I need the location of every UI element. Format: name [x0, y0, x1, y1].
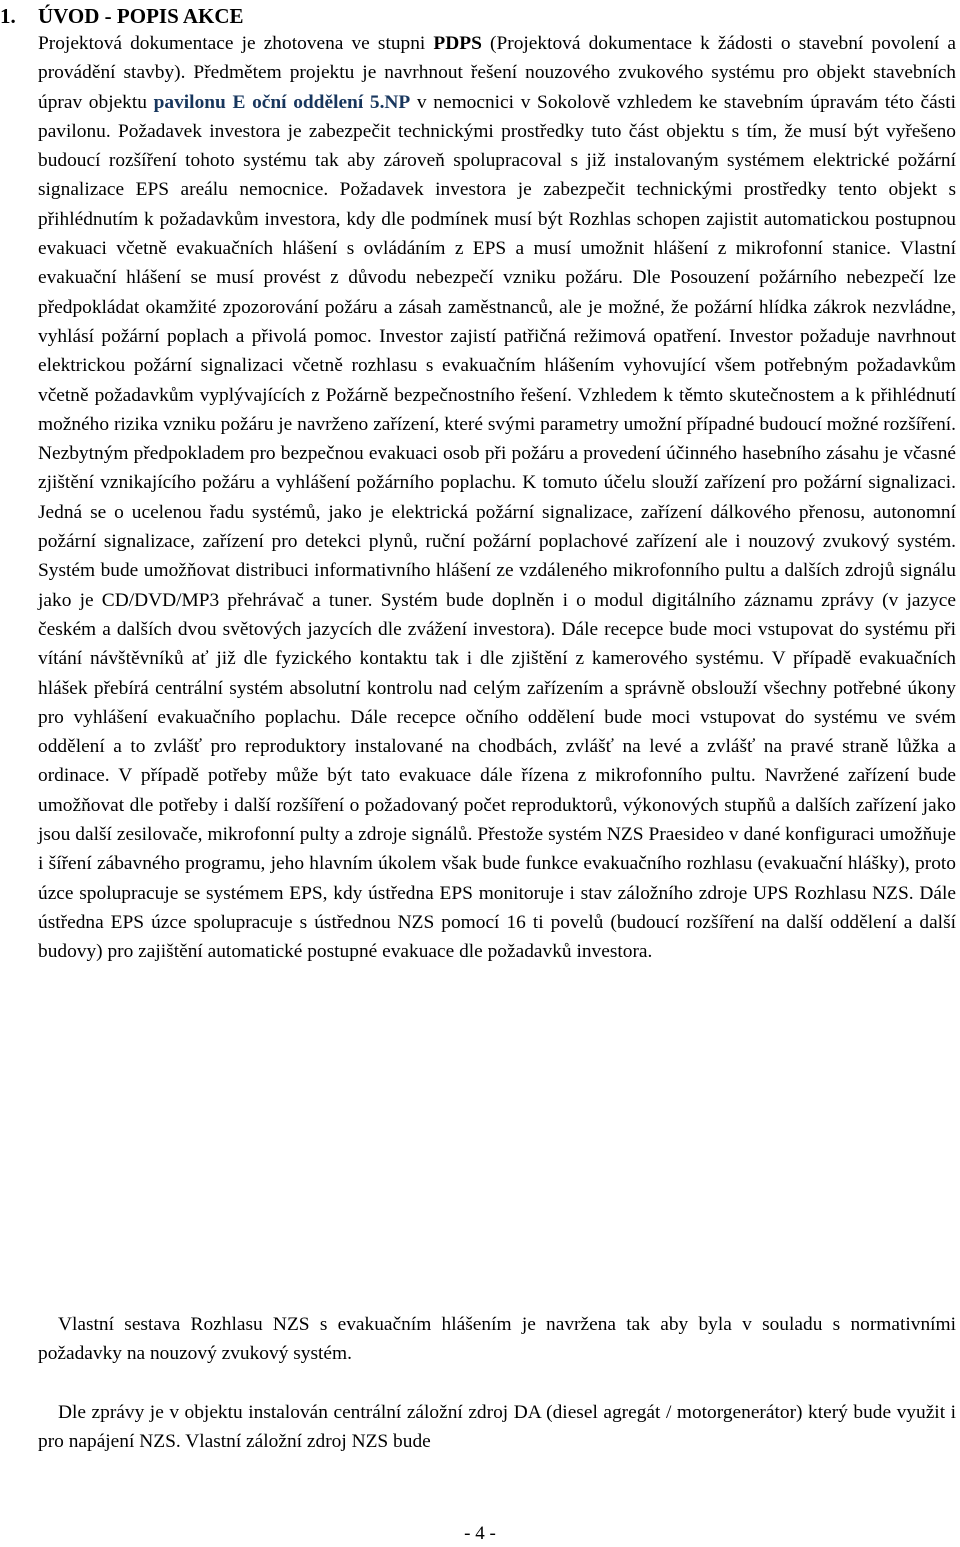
section-number: 1.	[0, 4, 16, 28]
power-paragraph	[38, 1398, 956, 1457]
building-name: pavilonu E oční oddělení 5.NP	[153, 91, 411, 113]
page-number: - 4 -	[464, 1523, 496, 1544]
body-text: v nemocnici v Sokolově vzhledem ke stavebním úpravám této části pavilonu. Požadavek investora je zabezpečit technickými prostředky tuto část objektu s tím, že musí být vyřešeno budoucí rozšíření tohoto systému tak aby zároveň spolupracoval s již instalovaným systémem elektrické požární signalizace EPS areálu nemocnice. Požadavek investora je zabezpečit technickými prostředky tento objekt s přihlédnutím k požadavkům investora, kdy dle podmínek musí být Rozhlas schopen zajistit automatickou postupnou evakuaci včetně evakuačních hlášení s ovládáním z EPS a musí umožnit hlášení z mikrofonní stanice. Vlastní evakuační hlášení se musí provést z důvodu nebezpečí vzniku požáru. Dle Posouzení požárního nebezpečí lze předpokládat okamžité zpozorování požáru a zásah zaměstnanců, ale je možné, že požární hlídka zákrok nezvládne, vyhlásí požární poplach a přivolá pomoc. Investor zajistí patřičná režimová opatření. Investor požaduje navrhnout elektrickou požární signalizaci včetně rozhlasu s evakuačním hlášením vyhovující všem potřebným požadavkům včetně požadavkům vyplývajících z Požárně bezpečnostního řešení. Vzhledem k těmto skutečnostem a k přihlédnutí možného rizika vzniku požáru je navrženo zařízení, které svými parametry umožní případné budoucí možné rozšíření. Nezbytným předpokladem pro bezpečnou evakuaci osob při požáru a provedení účinného hasebního zásahu je včasné zjištění vznikajícího požáru a vyhlášení požárního poplachu. K tomuto účelu slouží zařízení pro požární signalizaci. Jedná se o ucelenou řadu systémů, jako je elektrická požární signalizace, zařízení dálkového přenosu, autonomní požární signalizace, zařízení pro detekci plynů, ruční požární poplachové zařízení ale i nouzový zvukový systém. Systém bude umožňovat distribuci informativního hlášení ze vzdáleného mikrofonního pultu a dalších zdrojů signálu jako je CD/DVD/MP3 přehrávač a tuner. Systém bude doplněn i o modul digitálního záznamu zprávy (v jazyce českém a dalších dvou světových jazycích dle zvážení investora). Dále recepce bude moci vstupovat do systému při vítání návštěvníků ať již dle fyzického kontaktu tak i dle zjištění z kamerového systému. V případě evakuačních hlášek přebírá centrální systém absolutní kontrolu nad celým zařízením a správně obslouží všechny potřebné úkony pro vyhlášení evakuačního poplachu. Dále recepce očního oddělení bude moci vstupovat do systému ve svém oddělení a to zvlášť pro reproduktory instalované na chodbách, zvlášť na levé a zvlášť na pravé straně lůžka a ordinace. V případě potřeby může být tato evakuace dále řízena z mikrofonního pultu. Navržené zařízení bude umožňovat dle potřeby i další rozšíření o požadovaný počet reproduktorů, výkonových stupňů a dalších zařízení jako jsou další zesilovače, mikrofonní pulty a zdroje signálů. Přestože systém NZS Praesideo v dané konfiguraci umožňuje i šíření zábavného programu, jeho hlavním úkolem však bude funkce evakuačního rozhlasu (evakuační hlášky), proto úzce spolupracuje se systémem EPS, kdy ústředna EPS monitoruje i stav záložního zdroje UPS Rozhlasu NZS. Dále ústředna EPS úzce spolupracuje s ústřednou NZS pomocí 16 ti povelů (budoucí rozšíření na další oddělení a další budovy) pro zajištění automatické postupné evakuace dle požadavků investora.	[38, 91, 957, 963]
intro-rest-text: (Projektová dokumentace k žádosti o stavební povolení a provádění stavby). Předmětem projektu je navrhnout řešení nouzového zvukového systému pro objekt stavebních úprav objektu	[38, 33, 956, 113]
system-paragraph	[38, 1310, 956, 1369]
power-text: Dle zprávy je v objektu instalován centrální záložní zdroj DA (diesel agregát / motorgenerátor) který bude využit i pro napájení NZS. Vlastní záložní zdroj NZS bude	[38, 1402, 956, 1453]
intro-paragraph	[38, 29, 956, 967]
section-heading	[0, 2, 244, 30]
section-title: ÚVOD - POPIS AKCE	[38, 4, 244, 28]
intro-text: Projektová dokumentace je zhotovena ve stupni	[38, 33, 434, 54]
system-text: Vlastní sestava Rozhlasu NZS s evakuačním hlášením je navržena tak aby byla v souladu s normativními požadavky na nouzový zvukový systém.	[38, 1314, 956, 1365]
project-stage: PDPS	[433, 33, 482, 54]
